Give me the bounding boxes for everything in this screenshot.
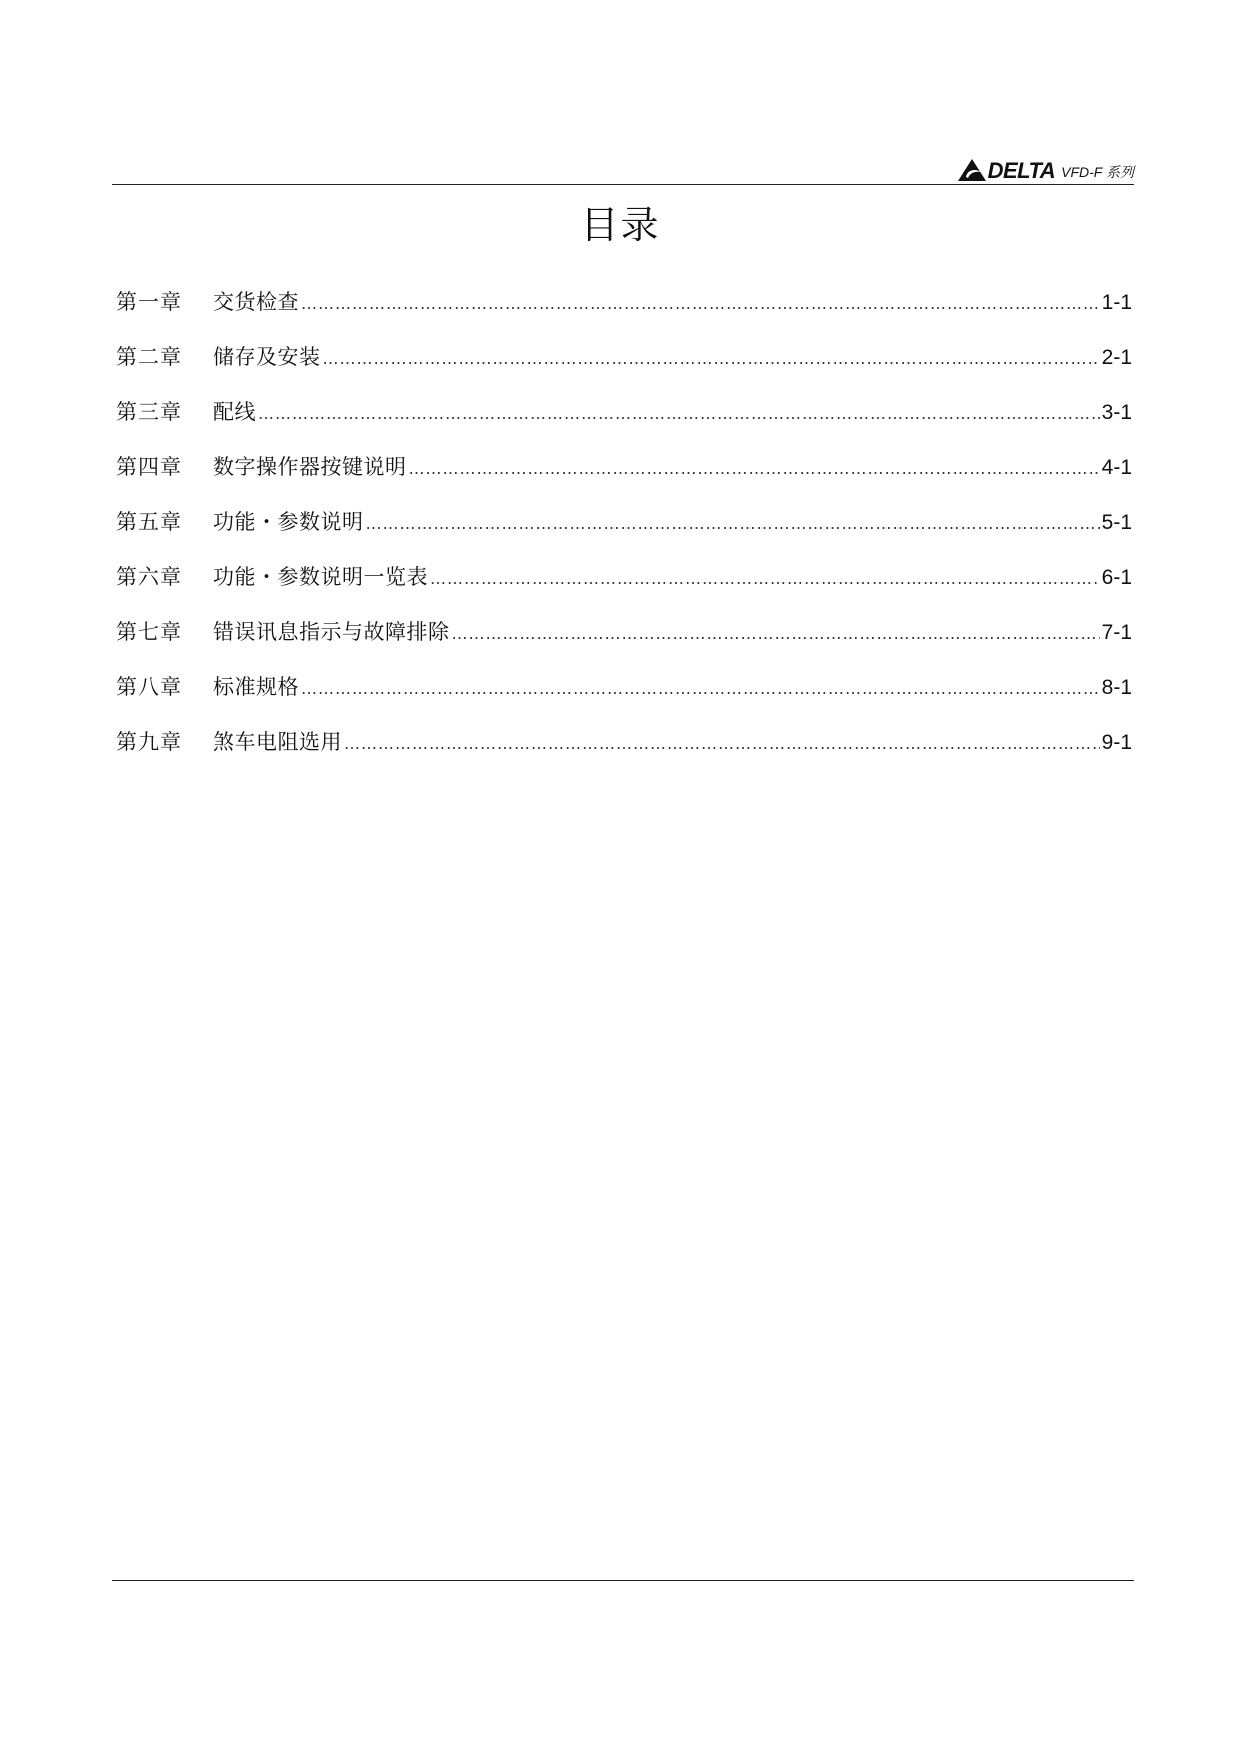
toc-chapter: 第七章 — [116, 620, 182, 644]
toc-chapter: 第五章 — [116, 510, 182, 534]
table-of-contents — [116, 282, 1132, 777]
footer-rule — [112, 1580, 1134, 1581]
toc-leader — [301, 669, 1100, 709]
toc-leader — [323, 339, 1100, 379]
toc-page: 6-1 — [1101, 566, 1132, 589]
brand-wordmark: DELTA — [987, 158, 1056, 183]
toc-page: 4-1 — [1101, 456, 1132, 479]
toc-title: 交货检查 — [213, 290, 299, 314]
header-rule — [112, 184, 1134, 185]
toc-entry[interactable] — [116, 337, 1132, 392]
page-title: 目录 — [580, 203, 661, 247]
toc-title: 储存及安装 — [213, 345, 321, 369]
toc-leader — [409, 449, 1100, 489]
series-label: VFD-F 系列 — [1061, 164, 1134, 180]
toc-leader — [366, 504, 1100, 544]
toc-title: 功能・参数说明 — [213, 510, 364, 534]
toc-entry[interactable] — [116, 392, 1132, 447]
toc-title: 标准规格 — [213, 675, 299, 699]
toc-page: 9-1 — [1101, 731, 1132, 754]
toc-page: 1-1 — [1101, 291, 1132, 314]
toc-title: 错误讯息指示与故障排除 — [213, 620, 450, 644]
toc-page: 3-1 — [1101, 401, 1132, 424]
toc-leader — [344, 724, 1100, 764]
toc-page: 2-1 — [1101, 346, 1132, 369]
toc-entry[interactable] — [116, 282, 1132, 337]
toc-chapter: 第六章 — [116, 565, 182, 589]
toc-chapter: 第四章 — [116, 455, 182, 479]
toc-title: 数字操作器按键说明 — [213, 455, 407, 479]
toc-entry[interactable] — [116, 502, 1132, 557]
toc-leader — [452, 614, 1100, 654]
toc-entry[interactable] — [116, 667, 1132, 722]
toc-page: 5-1 — [1101, 511, 1132, 534]
toc-chapter: 第二章 — [116, 345, 182, 369]
delta-triangle-icon — [957, 158, 987, 182]
toc-leader — [301, 284, 1100, 324]
toc-chapter: 第一章 — [116, 290, 182, 314]
toc-title: 煞车电阻选用 — [213, 730, 342, 754]
toc-chapter: 第九章 — [116, 730, 182, 754]
delta-logo — [957, 152, 1134, 182]
page-header — [112, 148, 1134, 184]
toc-page: 7-1 — [1101, 621, 1132, 644]
toc-chapter: 第三章 — [116, 400, 182, 424]
toc-entry[interactable] — [116, 722, 1132, 777]
toc-leader — [430, 559, 1100, 599]
toc-entry[interactable] — [116, 557, 1132, 612]
toc-entry[interactable] — [116, 447, 1132, 502]
toc-leader — [258, 394, 1100, 434]
toc-page: 8-1 — [1101, 676, 1132, 699]
toc-title: 功能・参数说明一览表 — [213, 565, 428, 589]
toc-title: 配线 — [213, 400, 256, 424]
toc-entry[interactable] — [116, 612, 1132, 667]
toc-chapter: 第八章 — [116, 675, 182, 699]
